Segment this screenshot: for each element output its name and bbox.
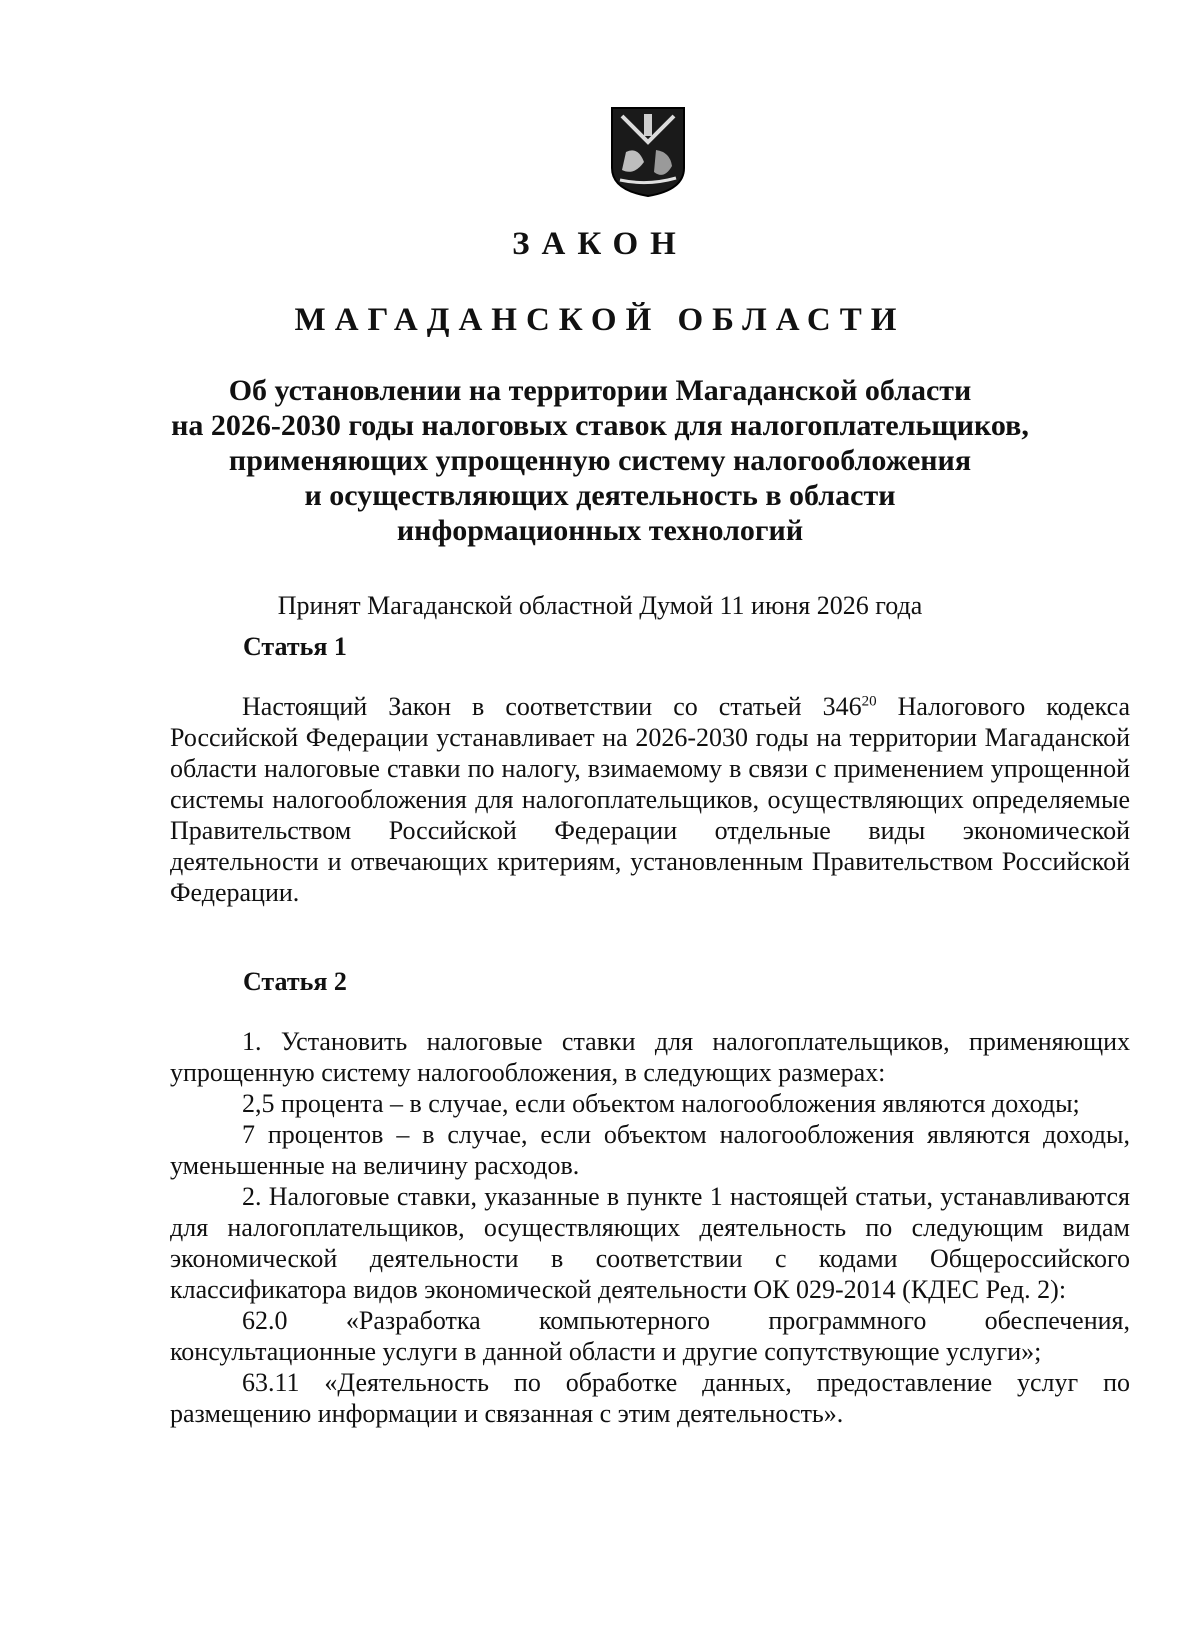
- subject-line: и осуществляющих деятельность в области: [304, 479, 896, 512]
- adoption-note: Принят Магаданской областной Думой 11 июня 2026 года: [277, 591, 923, 620]
- article-2-paragraph: 2,5 процента – в случае, если объектом налогообложения являются доходы;: [242, 1089, 1080, 1118]
- article-2-paragraph: 62.0 «Разработка компьютерного программного обеспечения, консультационные услуги в данной области и другие сопутствующие услуги»;: [170, 1306, 1130, 1366]
- article-2-paragraph: 7 процентов – в случае, если объектом налогообложения являются доходы, уменьшенные на величину расходов.: [170, 1120, 1130, 1180]
- coat-of-arms-icon: [608, 106, 688, 198]
- subject-line: на 2026-2030 годы налоговых ставок для налогоплательщиков,: [171, 409, 1029, 442]
- subject-line: информационных технологий: [396, 514, 804, 547]
- article-2-paragraph: 1. Установить налоговые ставки для налогоплательщиков, применяющих упрощенную систему налогообложения, в следующих размерах:: [170, 1027, 1130, 1087]
- article-2-text: [170, 1026, 1130, 1429]
- subject-line: Об установлении на территории Магаданской области: [228, 374, 972, 407]
- article-2-heading: Статья 2: [243, 967, 347, 996]
- article-1-text-part: Настоящий Закон в соответствии со статьей 346: [242, 692, 862, 721]
- article-1-text-part: Налогового кодекса Российской Федерации устанавливает на 2026-2030 годы на территории Магаданской области налоговые ставки по налогу, взимаемому в связи с применением упрощенной системы налогообложения для налогоплательщиков, осуществляющих определяемые Правительством Российской Федерации отдельные виды экономической деятельности и отвечающих критериям, установленным Правительством Российской Федерации.: [170, 692, 1130, 907]
- article-1-superscript: 20: [861, 693, 877, 710]
- law-title: ЗАКОН: [512, 226, 688, 262]
- article-2-paragraph: 63.11 «Деятельность по обработке данных, предоставление услуг по размещению информации и связанная с этим деятельность».: [170, 1368, 1130, 1428]
- law-subject: [0, 373, 1200, 548]
- article-2-paragraph: 2. Налоговые ставки, указанные в пункте 1 настоящей статьи, устанавливаются для налогоплательщиков, осуществляющих деятельность по следующим видам экономической деятельности в соответствии с кодами Общероссийского классификатора видов экономической деятельности ОК 029-2014 (КДЕС Ред. 2):: [170, 1182, 1130, 1304]
- article-1-heading: Статья 1: [243, 632, 347, 661]
- region-title: МАГАДАНСКОЙ ОБЛАСТИ: [294, 302, 906, 338]
- article-1-text: [170, 691, 1130, 908]
- subject-line: применяющих упрощенную систему налогообложения: [228, 444, 972, 477]
- article-1-paragraph: [170, 691, 1130, 908]
